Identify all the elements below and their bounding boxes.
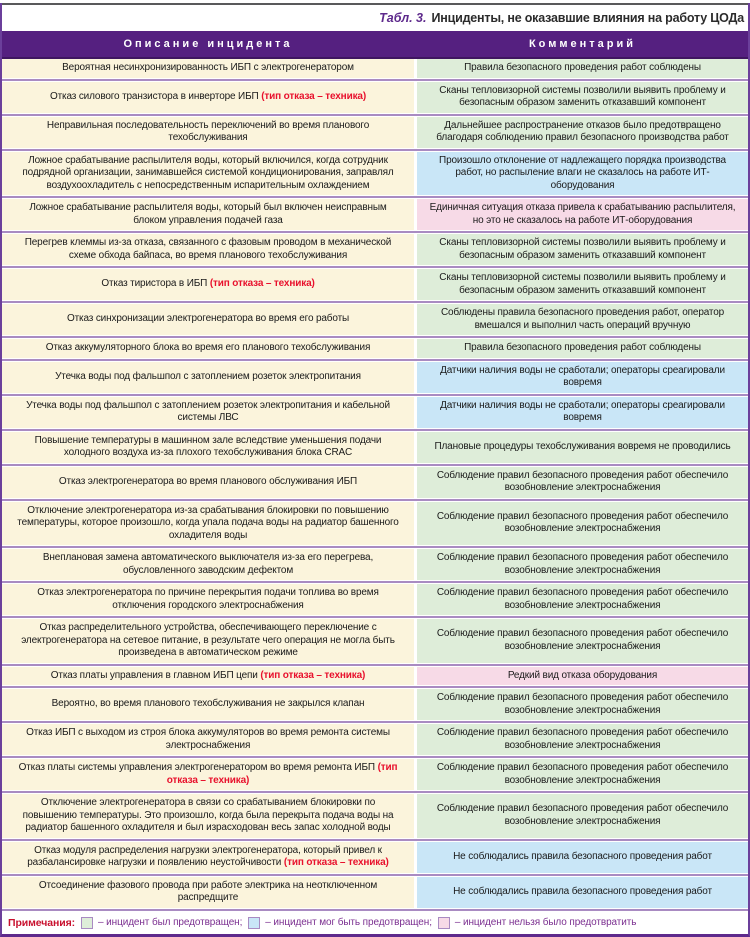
incident-description-cell [2,397,414,428]
comment-cell [417,432,748,463]
legend-swatch-blue [248,917,260,929]
comment-text: Правила безопасного проведения работ соблюдены [464,342,701,353]
incident-description-cell [2,584,414,615]
incident-description-text: Отказ платы системы управления электрогенератором во время ремонта ИБП [18,762,375,773]
comment-cell [417,759,748,790]
incident-description-cell [2,502,414,546]
row-divider [2,616,748,618]
comment-text: Не соблюдались правила безопасного проведения работ [453,885,712,897]
incident-description-text: Отказ тиристора в ИБП [101,278,208,290]
table-row [2,467,748,498]
row-divider [2,196,748,198]
comment-text: Редкий вид отказа оборудования [507,669,658,681]
comment-cell [417,304,748,335]
failure-type-red-text: (тип отказа – техника) [260,669,366,681]
incident-description-cell [2,117,414,148]
row-divider [2,464,748,466]
row-divider [2,359,748,361]
table-row [2,549,748,580]
row-divider [2,909,748,911]
incident-description-text: Утечка воды под фальшпол с затоплением розеток электропитания и кабельной системы ЛВС [26,399,390,423]
table-row [2,502,748,546]
incident-description-text: Отказ модуля распределения нагрузки электрогенератора, который привел к разбалансировке нагрузки и появлению неустойчивости [27,844,382,868]
row-divider [2,114,748,116]
incident-description-cell [2,794,414,838]
table-caption-number: Табл. 3. [379,10,427,25]
incident-description-text: Отказ распределительного устройства, обеспечивающего переключение с электрогенератора на сетевое питание, в результате чего операция не могла быть произведена в автоматическом режиме [21,622,395,658]
table-row [2,59,748,78]
incident-description-cell [2,199,414,230]
incident-description-text: Вероятно, во время планового техобслуживания не закрылся клапан [51,698,365,710]
incident-description-cell [2,467,414,498]
table-header-row [2,31,748,59]
comment-cell [417,724,748,755]
incident-description-cell [2,269,414,300]
legend-item-preventable [248,917,432,929]
row-divider [2,686,748,688]
table-row [2,842,748,873]
column-header-comment: Комментарий [528,38,637,50]
comment-cell [417,842,748,873]
incident-description-text: Ложное срабатывание распылителя воды, который был включен неисправным блоком управления подачей газа [29,202,387,226]
table-row [2,304,748,335]
comment-cell [417,467,748,498]
table-row [2,432,748,463]
comment-cell [417,794,748,838]
incident-description-text: Отказ силового транзистора в инверторе ИБП [49,90,259,102]
incident-description-text: Отказ платы управления в главном ИБП цепи [50,669,258,681]
row-divider [2,149,748,151]
incident-description-text: Отказ аккумуляторного блока во время его планового техобслуживания [45,342,371,353]
comment-text: Датчики наличия воды не сработали; операторы среагировали вовремя [440,364,725,388]
legend-swatch-green [81,917,93,929]
failure-type-red-text: (тип отказа – техника) [261,90,367,102]
row-divider [2,394,748,396]
comment-text: Соблюдение правил безопасного проведения работ обеспечило возобновление электроснабжения [436,803,729,827]
comment-cell [417,82,748,113]
comment-cell [417,59,748,78]
table-row [2,339,748,358]
legend-item-label: – инцидент мог быть предотвращен; [265,917,432,928]
comment-cell [417,152,748,196]
comment-text: Правила безопасного проведения работ соблюдены [464,62,701,73]
column-header-description: Описание инцидента [123,38,293,50]
row-divider [2,336,748,338]
table-row [2,877,748,908]
row-divider [2,429,748,431]
comment-cell [417,667,748,686]
row-divider [2,266,748,268]
comment-text: Дальнейшее распространение отказов было предотвращено благодаря соблюдению правил безопасного производства работ [436,119,729,143]
comment-text: Плановые процедуры техобслуживания вовремя не проводились [434,440,731,452]
incident-description-cell [2,667,414,686]
incident-description-text: Отказ синхронизации электрогенератора во время его работы [66,313,350,325]
incident-description-cell [2,877,414,908]
incident-description-text: Отказ электрогенератора во время планового обслуживания ИБП [58,475,358,487]
table-row [2,397,748,428]
incident-description-text: Ложное срабатывание распылителя воды, который включился, когда сотрудник подрядной организации, занимавшейся системой кондиционирования, заправлял воздухоохладитель с непосредственным испарительным охлаждением [22,154,394,191]
comment-text: Соблюдение правил безопасного проведения работ обеспечило возобновление электроснабжения [436,692,729,716]
row-divider [2,301,748,303]
legend [2,912,748,934]
incident-description-text: Утечка воды под фальшпол с затоплением розеток электропитания [55,370,361,382]
row-divider [2,791,748,793]
incident-description-cell [2,432,414,463]
table-row [2,152,748,196]
table-row [2,667,748,686]
incident-description-cell [2,759,414,790]
comment-text: Соблюдение правил безопасного проведения работ обеспечило возобновление электроснабжения [436,552,729,576]
incident-description-cell [2,234,414,265]
comment-text: Сканы тепловизорной системы позволили выявить проблему и безопасным образом заменить отказавший компонент [439,84,726,108]
table-caption [2,5,748,31]
incident-description-text: Отключение электрогенератора из-за срабатывания блокировки по повышению температуры, которое произошло, когда упала подача воды на радиатор башенного охладителя воды [17,504,399,541]
incident-description-cell [2,842,414,873]
incident-description-text: Повышение температуры в машинном зале вследствие уменьшения подачи холодного воздуха из-за плохого техобслуживания блока CRAC [34,434,382,458]
table-caption-text: Инциденты, не оказавшие влияния на работу ЦОДа [431,10,744,25]
row-divider [2,664,748,666]
legend-item-label: – инцидент был предотвращен; [98,917,243,928]
legend-item-prevented [81,917,242,929]
failure-type-red-text: (тип отказа – техника) [166,762,398,786]
incident-description-cell [2,304,414,335]
incident-description-text: Вероятная несинхронизированность ИБП с электрогенератором [62,62,354,73]
comment-cell [417,269,748,300]
row-divider [2,756,748,758]
table-row [2,82,748,113]
comment-text: Соблюдение правил безопасного проведения работ обеспечило возобновление электроснабжения [436,510,729,535]
incident-description-text: Отказ электрогенератора по причине перекрытия подачи топлива во время отключения городского электроснабжения [37,587,379,611]
incident-description-cell [2,82,414,113]
table-row [2,689,748,720]
incident-description-cell [2,689,414,720]
failure-type-red-text: (тип отказа – техника) [283,857,389,868]
row-divider [2,721,748,723]
table-row [2,584,748,615]
incident-description-cell [2,362,414,393]
comment-cell [417,549,748,580]
comment-text: Соблюдение правил безопасного проведения работ обеспечило возобновление электроснабжения [436,469,729,493]
comment-text: Произошло отклонение от надлежащего порядка производства работ, но распыление влаги не сказалось на работе ИТ-оборудования [439,154,726,191]
incident-description-text: Неправильная последовательность переключений во время планового техобслуживания [46,119,370,143]
table-row [2,199,748,230]
comment-cell [417,584,748,615]
table-row [2,362,748,393]
legend-swatch-pink [438,917,450,929]
row-divider [2,874,748,876]
row-divider [2,231,748,233]
comment-text: Единичная ситуация отказа привела к срабатыванию распылителя, но это не сказалось на работе ИТ-оборудования [429,202,736,226]
comment-cell [417,117,748,148]
comment-text: Соблюдение правил безопасного проведения работ обеспечило возобновление электроснабжения [436,727,729,751]
incident-description-cell [2,339,414,358]
comment-text: Соблюдение правил безопасного проведения работ обеспечило возобновление электроснабжения [436,762,729,786]
comment-text: Соблюдены правила безопасного проведения работ, оператор вмешался и выполнил часть операций вручную [440,307,725,331]
comment-text: Не соблюдались правила безопасного проведения работ [453,850,712,862]
comment-cell [417,877,748,908]
incident-description-text: Перегрев клеммы из-за отказа, связанного с фазовым проводом в механической схеме обхода байпаса, во время планового техобслуживания [24,237,392,261]
comment-cell [417,619,748,663]
row-divider [2,546,748,548]
comment-text: Сканы тепловизорной системы позволили выявить проблему и безопасным образом заменить отказавший компонент [439,237,726,261]
row-divider [2,499,748,501]
table-body [2,59,748,908]
comment-cell [417,502,748,546]
table-row [2,117,748,148]
table-row [2,794,748,838]
incident-description-cell [2,549,414,580]
incident-description-text: Отключение электрогенератора в связи со срабатыванием блокировки по повышению температуры. Это произошло, когда была перекрыта подача воды на радиатор башенного охладителя и был израсходован весь запас холодной воды [22,797,394,833]
comment-text: Датчики наличия воды не сработали; операторы среагировали вовремя [440,399,725,423]
comment-text: Соблюдение правил безопасного проведения работ обеспечило возобновление электроснабжения [436,587,729,611]
comment-cell [417,199,748,230]
incident-description-text: Отказ ИБП с выходом из строя блока аккумуляторов во время ремонта системы электроснабжения [26,727,390,751]
row-divider [2,581,748,583]
article-table-page [0,3,750,937]
incident-description-cell [2,152,414,196]
comment-cell [417,689,748,720]
incident-description-cell [2,724,414,755]
comment-text: Соблюдение правил безопасного проведения работ обеспечило возобновление электроснабжения [436,628,729,652]
row-divider [2,79,748,81]
table-row [2,724,748,755]
failure-type-red-text: (тип отказа – техника) [209,278,315,290]
table-row [2,269,748,300]
table-row [2,234,748,265]
comment-cell [417,339,748,358]
incident-description-cell [2,619,414,663]
incident-description-text: Отсоединение фазового провода при работе электрика на неотключенном распредщите [38,879,378,903]
incident-description-cell [2,59,414,78]
table-row [2,619,748,663]
comment-text: Сканы тепловизорной системы позволили выявить проблему и безопасным образом заменить отказавший компонент [439,272,726,296]
legend-notes-label: Примечания: [8,916,76,929]
comment-cell [417,362,748,393]
legend-item-unpreventable [438,917,636,929]
legend-item-label: – инцидент нельзя было предотвратить [454,917,637,928]
incident-description-text: Внеплановая замена автоматического выключателя из-за его перегрева, обусловленного заводским дефектом [42,552,374,576]
row-divider [2,839,748,841]
comment-cell [417,397,748,428]
comment-cell [417,234,748,265]
table-row [2,759,748,790]
